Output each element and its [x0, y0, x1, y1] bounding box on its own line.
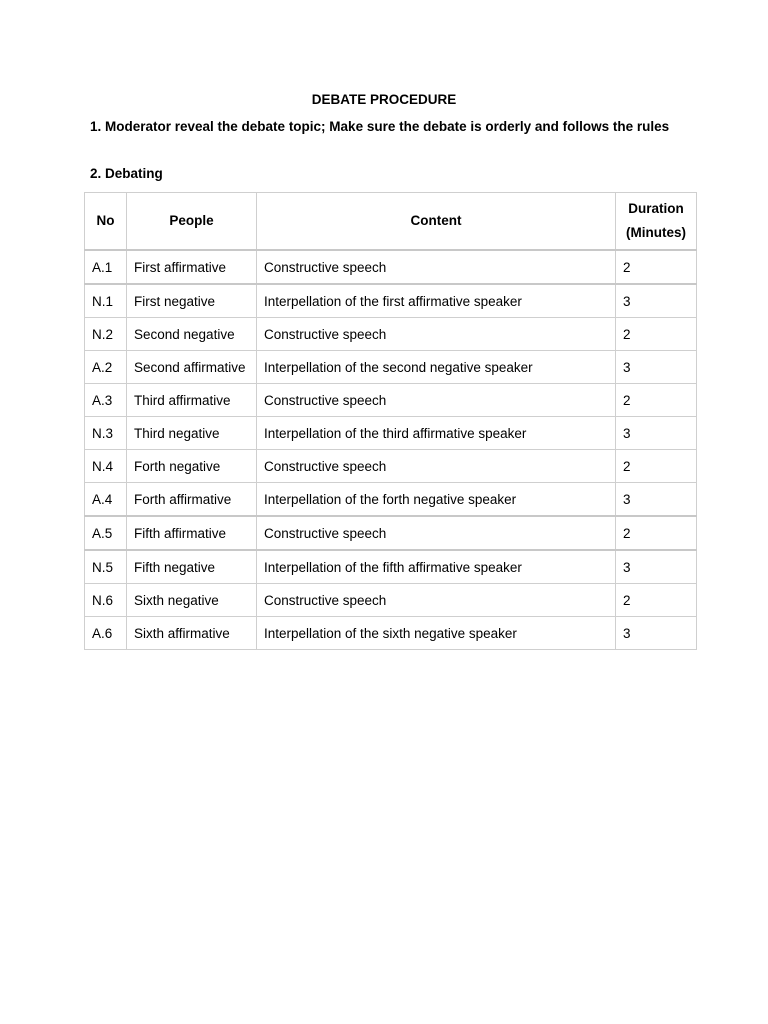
cell-no: A.6 — [85, 617, 127, 650]
cell-people: Fifth affirmative — [127, 516, 257, 550]
cell-no: A.1 — [85, 250, 127, 284]
cell-no: A.5 — [85, 516, 127, 550]
cell-duration: 2 — [616, 516, 697, 550]
cell-no: A.3 — [85, 384, 127, 417]
cell-content: Constructive speech — [257, 516, 616, 550]
header-content: Content — [257, 193, 616, 251]
cell-no: N.3 — [85, 417, 127, 450]
table-header-row — [85, 193, 697, 251]
cell-content: Constructive speech — [257, 450, 616, 483]
cell-content: Interpellation of the second negative speaker — [257, 351, 616, 384]
cell-duration: 3 — [616, 351, 697, 384]
cell-people: Sixth affirmative — [127, 617, 257, 650]
cell-people: Second negative — [127, 318, 257, 351]
table-row — [85, 550, 697, 584]
cell-duration: 2 — [616, 384, 697, 417]
cell-people: Third negative — [127, 417, 257, 450]
header-duration — [616, 193, 697, 251]
step-2-text: 2. Debating — [90, 166, 163, 181]
cell-people: First affirmative — [127, 250, 257, 284]
cell-people: Third affirmative — [127, 384, 257, 417]
table-row — [85, 384, 697, 417]
cell-duration: 3 — [616, 417, 697, 450]
table-row — [85, 250, 697, 284]
cell-content: Interpellation of the forth negative speaker — [257, 483, 616, 517]
cell-duration: 2 — [616, 318, 697, 351]
document-title: DEBATE PROCEDURE — [311, 92, 457, 107]
cell-content: Interpellation of the fifth affirmative speaker — [257, 550, 616, 584]
table-row — [85, 617, 697, 650]
cell-no: A.4 — [85, 483, 127, 517]
table-row — [85, 417, 697, 450]
table-row — [85, 318, 697, 351]
cell-duration: 3 — [616, 550, 697, 584]
cell-duration: 3 — [616, 483, 697, 517]
table-row — [85, 450, 697, 483]
table-row — [85, 351, 697, 384]
cell-people: Second affirmative — [127, 351, 257, 384]
cell-duration: 2 — [616, 584, 697, 617]
cell-content: Interpellation of the sixth negative speaker — [257, 617, 616, 650]
cell-people: Fifth negative — [127, 550, 257, 584]
cell-no: A.2 — [85, 351, 127, 384]
header-duration-line1: Duration — [628, 201, 684, 216]
cell-no: N.2 — [85, 318, 127, 351]
cell-no: N.1 — [85, 284, 127, 318]
cell-no: N.5 — [85, 550, 127, 584]
table-row — [85, 483, 697, 517]
cell-content: Constructive speech — [257, 584, 616, 617]
cell-duration: 2 — [616, 450, 697, 483]
cell-content: Constructive speech — [257, 384, 616, 417]
cell-content: Constructive speech — [257, 250, 616, 284]
cell-duration: 3 — [616, 617, 697, 650]
cell-people: First negative — [127, 284, 257, 318]
header-no: No — [85, 193, 127, 251]
header-duration-line2: (Minutes) — [626, 225, 686, 240]
cell-people: Forth negative — [127, 450, 257, 483]
table-row — [85, 284, 697, 318]
cell-duration: 2 — [616, 250, 697, 284]
step-1-text: 1. Moderator reveal the debate topic; Make sure the debate is orderly and follows the rules — [90, 119, 670, 134]
cell-content: Interpellation of the third affirmative speaker — [257, 417, 616, 450]
cell-no: N.6 — [85, 584, 127, 617]
table-row — [85, 584, 697, 617]
debate-schedule-table — [84, 192, 697, 650]
cell-duration: 3 — [616, 284, 697, 318]
cell-no: N.4 — [85, 450, 127, 483]
cell-people: Forth affirmative — [127, 483, 257, 517]
cell-content: Interpellation of the first affirmative speaker — [257, 284, 616, 318]
header-people: People — [127, 193, 257, 251]
cell-content: Constructive speech — [257, 318, 616, 351]
table-row — [85, 516, 697, 550]
cell-people: Sixth negative — [127, 584, 257, 617]
